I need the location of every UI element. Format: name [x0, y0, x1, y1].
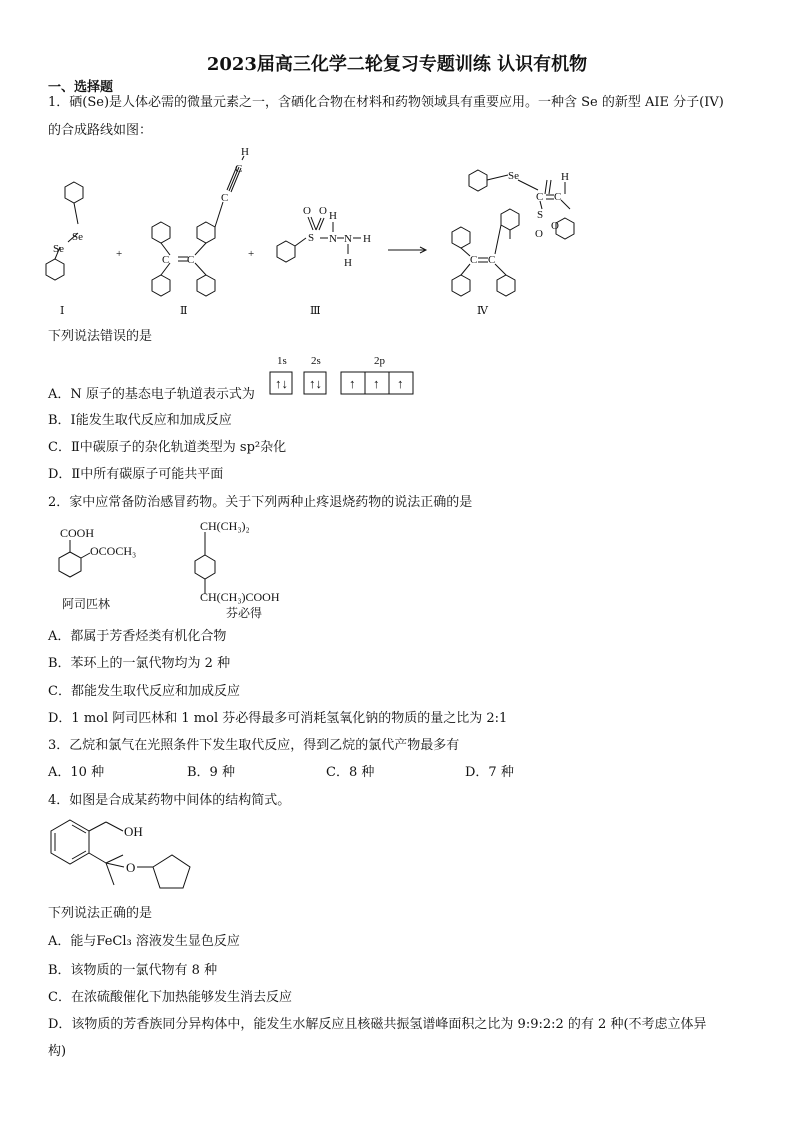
o-atom-label: O	[551, 220, 559, 232]
benzene-ring	[152, 222, 170, 243]
svg-text:↑: ↑	[373, 376, 380, 391]
ibuprofen-bottom-label: CH(CH₃)COOH	[200, 590, 280, 604]
benzene-ring	[452, 275, 470, 296]
cyclopentane-ring	[153, 855, 190, 888]
c-atom-label: C	[536, 191, 544, 203]
compound-label-ii: Ⅱ	[180, 305, 188, 317]
h-atom-label: H	[561, 171, 569, 183]
q4-option-d-line2: 构)	[48, 1044, 67, 1059]
n-atom-label: N	[329, 233, 337, 245]
svg-text:+: +	[116, 248, 123, 260]
svg-text:+: +	[248, 248, 255, 260]
benzene-ring	[59, 552, 81, 577]
q3-option-a: A．10 种	[48, 765, 105, 780]
se-atom-label: Se	[53, 243, 64, 255]
c-atom-label: C	[554, 191, 562, 203]
q4-stem: 4．如图是合成某药物中间体的结构简式。	[48, 793, 291, 808]
q2-structures	[40, 515, 300, 625]
ibuprofen-top-label: CH(CH₃)₂	[200, 519, 250, 533]
c-atom-label: C	[162, 254, 170, 266]
h-atom-label: H	[344, 257, 352, 269]
benzene-ring	[195, 555, 215, 579]
benzene-ring	[65, 182, 83, 203]
benzene-ring	[452, 227, 470, 248]
page-title: 2023届高三化学二轮复习专题训练 认识有机物	[206, 54, 588, 75]
benzene-ring	[469, 170, 487, 191]
q2-option-c: C．都能发生取代反应和加成反应	[48, 684, 240, 699]
h-atom-label: H	[363, 233, 371, 245]
se-atom-label: Se	[72, 231, 83, 243]
benzene-ring	[277, 241, 295, 262]
benzene-ring	[197, 275, 215, 296]
n-atom-label: N	[344, 233, 352, 245]
q4-option-d-line1: D．该物质的芳香族同分异构体中，能发生水解反应且核磁共振氢谱峰面积之比为 9:9:2:2 的有 2 种(不考虑立体异	[48, 1017, 707, 1032]
svg-text:↑: ↑	[397, 376, 404, 391]
q1-option-c: C．Ⅱ中碳原子的杂化轨道类型为 sp²杂化	[48, 440, 287, 455]
q2-option-d: D．1 mol 阿司匹林和 1 mol 芬必得最多可消耗氢氧化钠的物质的量之比为 2:1	[48, 711, 508, 726]
compound-label-iii: Ⅲ	[310, 305, 321, 317]
benzene-ring	[51, 820, 89, 864]
q1-option-d: D．Ⅱ中所有碳原子可能共平面	[48, 467, 224, 482]
orbital-label-2p: 2p	[374, 355, 385, 367]
q4-question: 下列说法正确的是	[48, 906, 153, 921]
se-atom-label: Se	[508, 170, 519, 182]
orbital-diagram	[268, 351, 418, 399]
orbital-label-1s: 1s	[277, 355, 287, 367]
c-atom-label: C	[470, 254, 478, 266]
benzene-ring	[197, 222, 215, 243]
h-atom-label: H	[241, 146, 249, 158]
benzene-ring	[501, 209, 519, 230]
compound-label-iv: Ⅳ	[477, 305, 488, 317]
o-atom-label: O	[303, 205, 311, 217]
q2-stem: 2．家中应常备防治感冒药物。关于下列两种止疼退烧药物的说法正确的是	[48, 495, 473, 510]
svg-text:↑: ↑	[349, 376, 356, 391]
q3-option-d: D．7 种	[465, 765, 514, 780]
o-atom-label: O	[535, 228, 543, 240]
hydroxyl-label: OH	[124, 824, 143, 839]
q1-option-b: B．Ⅰ能发生取代反应和加成反应	[48, 413, 232, 428]
o-atom-label: O	[319, 205, 327, 217]
svg-text:↑↓: ↑↓	[309, 376, 322, 391]
c-atom-label: C	[187, 254, 195, 266]
q2-option-b: B．苯环上的一氯代物均为 2 种	[48, 656, 231, 671]
benzene-ring	[497, 275, 515, 296]
q4-structure	[40, 815, 210, 900]
q3-stem: 3．乙烷和氯气在光照条件下发生取代反应，得到乙烷的氯代产物最多有	[48, 738, 460, 753]
ibuprofen-name: 芬必得	[226, 606, 263, 620]
c-atom-label: C	[221, 192, 229, 204]
compound-label-i: Ⅰ	[60, 305, 65, 317]
benzene-ring	[152, 275, 170, 296]
q4-option-a: A．能与FeCl₃ 溶液发生显色反应	[48, 934, 240, 949]
q4-option-b: B．该物质的一氯代物有 8 种	[48, 963, 218, 978]
q3-option-c: C．8 种	[326, 765, 375, 780]
q1-stem-line2: 的合成路线如图：	[48, 123, 153, 138]
q3-option-b: B．9 种	[187, 765, 235, 780]
q2-option-a: A．都属于芳香烃类有机化合物	[48, 629, 227, 644]
ether-oxygen-label: O	[126, 860, 136, 875]
c-atom-label: C	[235, 163, 243, 175]
q4-option-c: C．在浓硫酸催化下加热能够发生消去反应	[48, 990, 292, 1005]
aspirin-cooh-label: COOH	[60, 526, 95, 540]
benzene-ring	[46, 259, 64, 280]
q1-question: 下列说法错误的是	[48, 329, 153, 344]
orbital-label-2s: 2s	[311, 355, 321, 367]
h-atom-label: H	[329, 210, 337, 222]
c-atom-label: C	[488, 254, 496, 266]
s-atom-label: S	[308, 232, 315, 244]
aspirin-name: 阿司匹林	[62, 597, 111, 611]
q1-stem-line1: 1．硒(Se)是人体必需的微量元素之一，含硒化合物在材料和药物领域具有重要应用。一种含 Se 的新型 AIE 分子(IV)	[48, 95, 724, 110]
aspirin-ococh3-label: OCOCH₃	[90, 544, 137, 558]
q1-synthesis-scheme	[30, 142, 630, 327]
section-heading: 一、选择题	[48, 80, 114, 95]
svg-text:↑↓: ↑↓	[275, 376, 288, 391]
q1-option-a: A．N 原子的基态电子轨道表示式为	[48, 387, 255, 402]
s-atom-label: S	[537, 209, 544, 221]
